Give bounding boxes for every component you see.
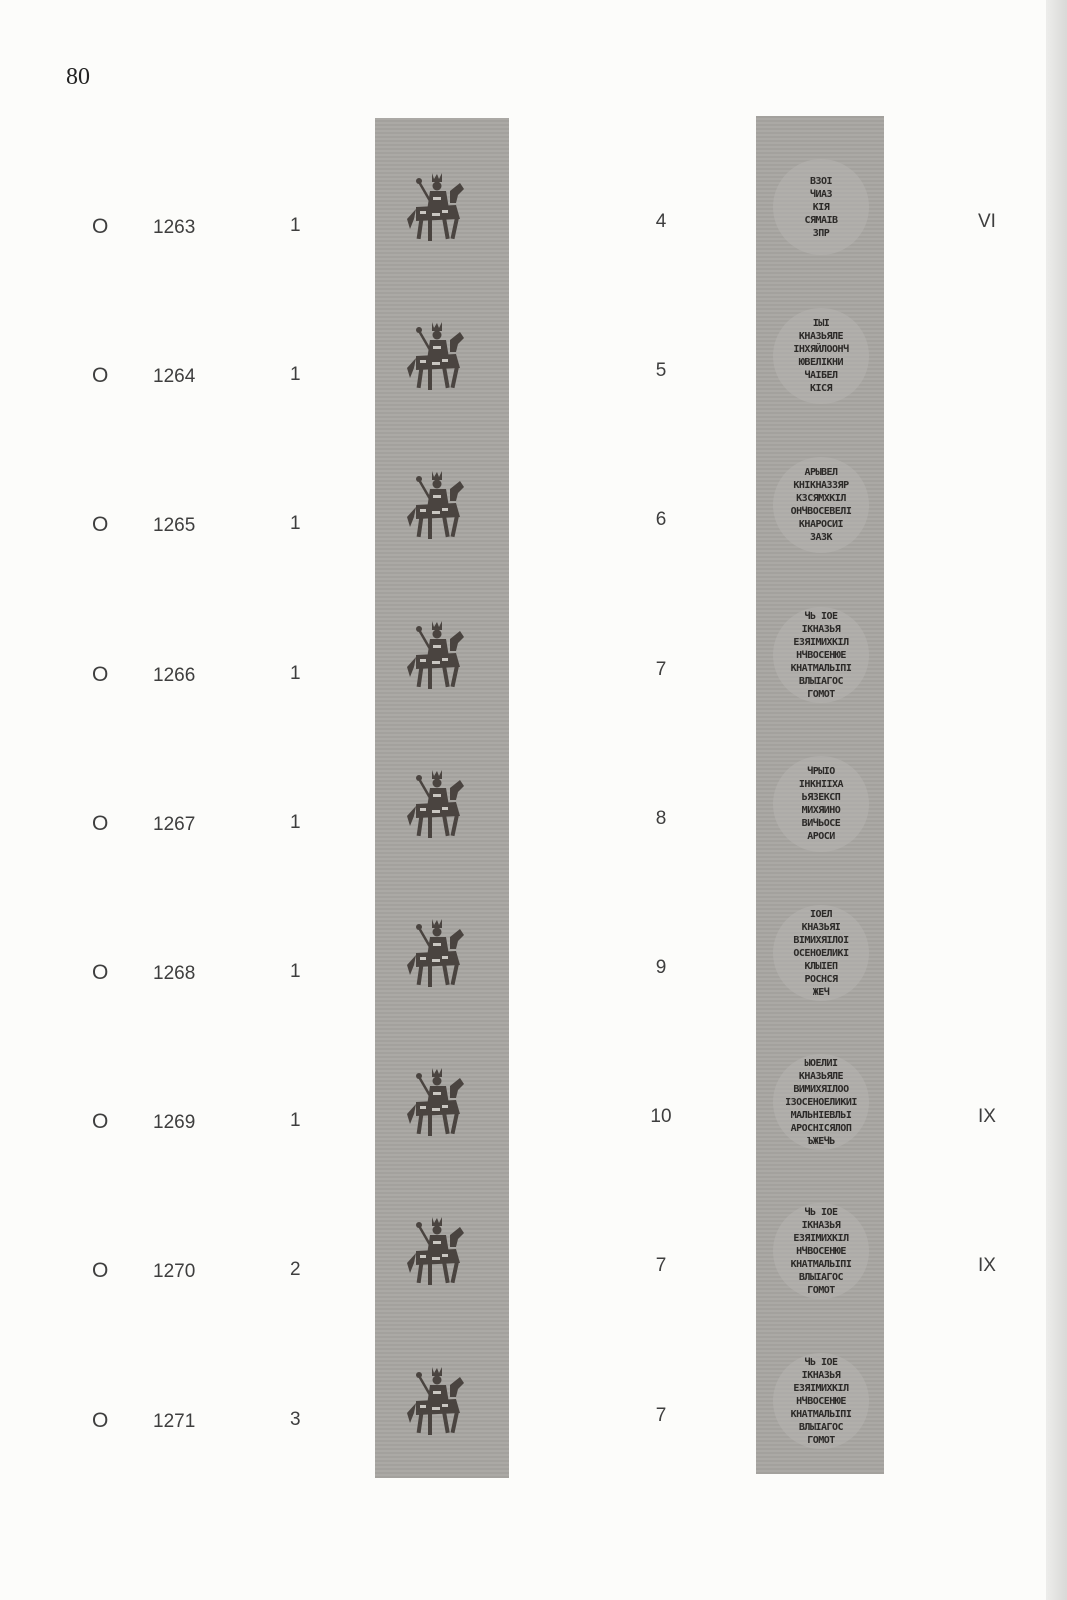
obverse-type: 2 [290,1259,301,1280]
legend-line: ІКНАЗЬЯ [801,624,841,635]
side-marker: O [92,812,109,835]
horseman-seal-icon [402,915,478,995]
side-marker: O [92,663,109,686]
legend-line: ГОМОТ [807,1435,835,1446]
inscription-seal-icon [771,899,871,1009]
legend-line: ВЛЫІАГОС [798,1272,844,1283]
legend-line: ЮВЕЛІКНИ [798,357,844,368]
inscription-seal-icon [771,750,871,860]
legend-line: НЧВОСЕНЮЕ [796,1396,846,1407]
horseman-seal-icon [402,467,478,547]
legend-line: СЯМАІВ [804,215,838,226]
legend-line: ІНХЯЙЛООНЧ [793,344,849,355]
side-marker: O [92,1110,109,1133]
catalogue-row [0,766,1046,902]
legend-line: КНІКНАЗЗЯР [793,480,849,491]
legend-line: ОНЧВОСЕВЕЛІ [790,506,852,517]
legend-line: ІЗОСЕНОЕЛИКИІ [785,1097,857,1108]
legend-line: КНАРОСИІ [798,519,844,530]
legend-line: КІСЯ [809,383,833,394]
legend-line: ЧАІБЕЛ [804,370,838,381]
legend-line: ІНКНІІХА [798,779,844,790]
reverse-type: 7 [655,1405,667,1426]
obverse-type: 1 [290,1110,301,1131]
obverse-type: 1 [290,513,301,534]
legend-line: КНАТМАЛЬІПІ [790,663,852,674]
legend-line: НЧВОСЕНЮЕ [796,1246,846,1257]
legend-line: АРОСНІСЯЛОП [790,1123,852,1134]
catalogue-number: 1265 [153,515,196,536]
catalogue-row [0,909,1046,1051]
legend-line: МАЛЬНІЕВЛЬІ [790,1110,852,1121]
inscription-seal-icon [771,1048,871,1158]
catalogue-row [0,176,1046,305]
inscription-seal-icon [771,601,871,711]
legend-line: КНАЗЬЯЛЕ [798,1071,844,1082]
legend-line: КНАЗЬЯІ [801,922,841,933]
legend-line: ЕЗЯІМИХКІЛ [793,1233,849,1244]
legend-line: КЛЫІЕП [804,961,838,972]
legend-line: ВИМИХЯІЛОО [793,1084,849,1095]
catalogue-number: 1266 [153,665,196,686]
obverse-type: 1 [290,663,301,684]
catalogue-number: 1269 [153,1112,196,1133]
catalogue-number: 1270 [153,1261,196,1282]
adjacent-page-edge [1046,0,1067,1600]
reverse-type: 4 [655,211,667,232]
horseman-seal-icon [402,1064,478,1144]
catalogue-row [0,1207,1046,1349]
horseman-seal-icon [402,617,478,697]
class-numeral: IX [978,1106,996,1127]
horseman-seal-icon [402,766,478,846]
legend-line: ІЫІ [812,318,830,329]
legend-line: КІЯ [812,202,830,213]
horseman-seal-icon [402,169,478,249]
reverse-type: 5 [655,360,667,381]
legend-line: ЕЗЯІМИХКІЛ [793,1383,849,1394]
legend-line: ЧРЫІО [807,766,835,777]
class-numeral: IX [978,1255,996,1276]
legend-line: КНАТМАЛЬІПІ [790,1259,852,1270]
catalogue-number: 1267 [153,814,196,835]
legend-line: ЗАЗК [809,532,833,543]
legend-line: ЖЕЧ [812,987,830,998]
legend-line: РОСНСЯ [804,974,838,985]
reverse-type: 8 [655,808,667,829]
catalogue-row [0,318,1046,454]
reverse-type: 7 [655,1255,667,1276]
obverse-type: 1 [290,961,301,982]
obverse-type: 1 [290,812,301,833]
reverse-type: 7 [655,659,667,680]
horseman-seal-icon [402,1363,478,1443]
reverse-type: 6 [655,509,667,530]
catalogue-number: 1271 [153,1411,196,1432]
legend-line: ГОМОТ [807,689,835,700]
side-marker: O [92,215,109,238]
legend-line: НЧВОСЕНЮЕ [796,650,846,661]
side-marker: O [92,1409,109,1432]
catalogue-row [0,611,1046,753]
legend-line: ЬЯЗЕКСП [801,792,841,803]
page-number: 80 [66,64,90,90]
legend-line: ІОЕЛ [809,909,833,920]
legend-line: ЗПР [812,228,830,239]
legend-line: ІКНАЗЬЯ [801,1220,841,1231]
obverse-type: 1 [290,364,301,385]
inscription-seal-icon [771,1197,871,1307]
inscription-seal-icon [771,451,871,561]
obverse-type: 1 [290,215,301,236]
reverse-type: 9 [655,957,667,978]
inscription-seal-icon [771,302,871,412]
legend-line: ЪЖЕЧЬ [807,1136,835,1147]
side-marker: O [92,513,109,536]
legend-line: ГОМОТ [807,1285,835,1296]
catalogue-number: 1268 [153,963,196,984]
inscription-seal-icon [771,1347,871,1457]
legend-line: ЕЗЯІМИХКІЛ [793,637,849,648]
horseman-seal-icon [402,318,478,398]
legend-line: ЫОЕЛИІ [804,1058,838,1069]
legend-line: ВЗОІ [809,176,833,187]
legend-line: ОСЕНОЕЛИКІ [793,948,849,959]
reverse-type: 10 [650,1106,672,1127]
class-numeral: VI [978,211,996,232]
legend-line: АРЫВЕЛ [804,467,838,478]
legend-line: КНАЗЬЯЛЕ [798,331,844,342]
legend-line: ІКНАЗЬЯ [801,1370,841,1381]
legend-line: КЗСЯМХКІЛ [796,493,846,504]
horseman-seal-icon [402,1213,478,1293]
legend-line: ЧЬ ІОЕ [804,1207,838,1218]
legend-line: ВЛЫІАГОС [798,1422,844,1433]
obverse-type: 3 [290,1409,301,1430]
side-marker: O [92,1259,109,1282]
catalogue-number: 1263 [153,217,196,238]
catalogue-row [0,1058,1046,1200]
catalogue-row [0,1357,1046,1499]
legend-line: АРОСИ [807,831,835,842]
inscription-seal-icon [771,153,871,263]
legend-line: ВЛЫІАГОС [798,676,844,687]
legend-line: КНАТМАЛЬІПІ [790,1409,852,1420]
side-marker: O [92,364,109,387]
legend-line: ЧЬ ІОЕ [804,1357,838,1368]
catalogue-number: 1264 [153,366,196,387]
catalogue-row [0,467,1046,603]
legend-line: ЧИАЗ [809,189,833,200]
legend-line: ВИЧЬОСЕ [801,818,841,829]
legend-line: ВІМИХЯІЛОІ [793,935,849,946]
legend-line: МИХЯИНО [801,805,841,816]
side-marker: O [92,961,109,984]
legend-line: ЧЬ ІОЕ [804,611,838,622]
